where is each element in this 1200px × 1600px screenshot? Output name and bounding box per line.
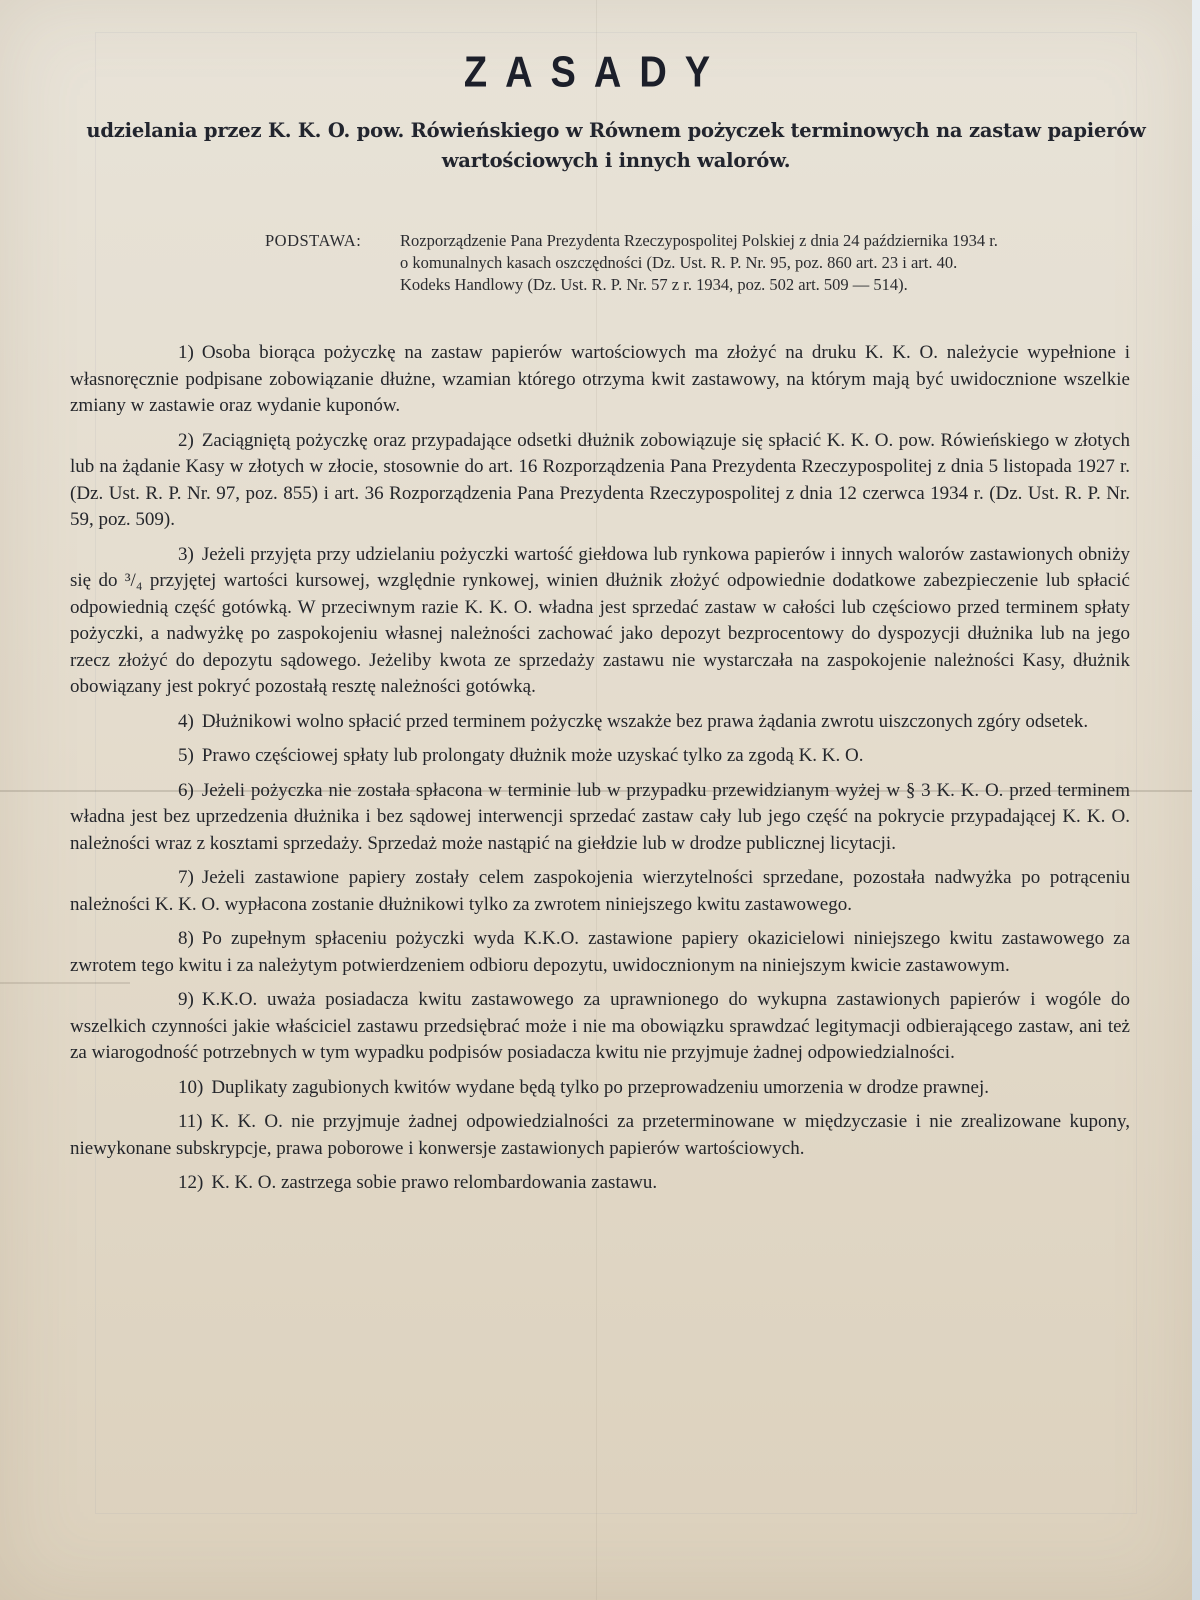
rule-paragraph: [70, 743, 1130, 770]
rule-text: Duplikaty zagubionych kwitów wydane będą tylko po przeprowadzeniu umorzenia w drodze prawnej.: [211, 1076, 990, 1098]
rule-text: Prawo częściowej spłaty lub prolongaty dłużnik może uzyskać tylko za zgodą K. K. O.: [201, 745, 864, 766]
rule-paragraph: [70, 542, 1130, 701]
rule-paragraph: [70, 1170, 1130, 1197]
legal-basis: [265, 230, 1145, 296]
legal-basis-line: o komunalnych kasach oszczędności (Dz. Ust. R. P. Nr. 95, poz. 860 art. 23 i art. 40.: [400, 253, 958, 272]
legal-basis-line: Kodeks Handlowy (Dz. Ust. R. P. Nr. 57 z r. 1934, poz. 502 art. 509 — 514).: [400, 275, 908, 294]
rule-number: 12): [178, 1172, 204, 1193]
rule-text: Osoba biorąca pożyczkę na zastaw papierów wartościowych ma złożyć na druku K. K. O. należycie wypełnione i własnoręcznie podpisane zobowiązanie dłużne, wzamian którego otrzyma kwit zastawowy, na którym mają być uwidocznione wszelkie zmiany w zastawie oraz wydanie kuponów.: [70, 342, 1130, 416]
rule-number: 6): [178, 779, 194, 801]
rule-number: 2): [178, 429, 194, 451]
rule-paragraph: [70, 428, 1130, 534]
rule-paragraph: [70, 987, 1130, 1067]
rule-text: Jeżeli zastawione papiery zostały celem zaspokojenia wierzytelności sprzedane, pozostała nadwyżka po potrąceniu należności K. K. O. wypłacona zostanie dłużnikowi tylko za zwrotem niniejszego kwitu zastawowego.: [70, 867, 1130, 915]
background-edge: [1192, 0, 1200, 1600]
rule-number: 9): [178, 989, 194, 1010]
legal-basis-label: PODSTAWA:: [265, 231, 362, 250]
rule-text: Dłużnikowi wolno spłacić przed terminem pożyczkę wszakże bez prawa żądania zwrotu uiszczonych zgóry odsetek.: [201, 710, 1089, 732]
rule-number: 10): [178, 1076, 204, 1098]
rule-paragraph: [70, 865, 1130, 918]
rule-paragraph: [70, 926, 1130, 979]
rule-text: K. K. O. nie przyjmuje żadnej odpowiedzialności za przeterminowane w międzyczasie i nie zrealizowane kupony, niewykonane subskrypcje, prawa poborowe i konwersje zastawionych papierów wartościowych.: [70, 1111, 1130, 1159]
rule-text: Zaciągniętą pożyczkę oraz przypadające odsetki dłużnik zobowiązuje się spłacić K. K. O. pow. Rówieńskiego w złotych lub na żądanie Kasy w złotych w złocie, stosownie do art. 16 Rozporządzenia Pana Prezydenta Rzeczypospolitej z dnia 5 listopada 1927 r. (Dz. Ust. R. P. Nr. 97, poz. 855) i art. 36 Rozporządzenia Pana Prezydenta Rzeczypospolitej z dnia 12 czerwca 1934 r. (Dz. Ust. R. P. Nr. 59, poz. 509).: [70, 429, 1130, 530]
rule-number: 1): [178, 342, 194, 363]
rule-number: 3): [178, 543, 194, 565]
rule-paragraph: [70, 778, 1130, 858]
rule-number: 5): [178, 745, 194, 766]
rule-text: Jeżeli pożyczka nie została spłacona w terminie lub w przypadku przewidzianym wyżej w § 3 K. K. O. przed terminem władna jest bez uprzedzenia dłużnika i bez sądowej interwencji sprzedać zastaw cały lub jego część na pokrycie przypadającej K. K. O. należności wraz z kosztami sprzedaży. Sprzedaż może nastąpić na giełdzie lub w drodze publicznej licytacji.: [70, 779, 1130, 854]
rule-paragraph: [70, 709, 1130, 736]
rule-text: Jeżeli przyjęta przy udzielaniu pożyczki wartość giełdowa lub rynkowa papierów i innych walorów zastawionych obniży się do ³/₄ przyjętej wartości kursowej, względnie rynkowej, winien dłużnik złożyć odpowiednie dodatkowe zabezpieczenie lub spłacić odpowiednią część gotówką. W przeciwnym razie K. K. O. władna jest sprzedać zastaw w całości lub częściowo przed terminem spłaty pożyczki, a nadwyżkę po zaspokojeniu własnej należności zachować jako depozyt bezprocentowy do dyspozycji dłużnika lub na jego rzecz złożyć do depozytu sądowego. Jeżeliby kwota ze sprzedaży zastawu nie wystarczała na zaspokojenie należności Kasy, dłużnik obowiązany jest pokryć pozostałą resztę należności gotówką.: [70, 543, 1130, 697]
rule-number: 8): [178, 928, 194, 949]
rule-paragraph: [70, 340, 1130, 420]
rule-text: K.K.O. uważa posiadacza kwitu zastawowego za uprawnionego do wykupna zastawionych papierów i wogóle do wszelkich czynności jakie właściciel zastawu przedsiębrać może i nie ma obowiązku sprawdzać legitymacji odbierającego zastaw, ani też za wiarogodność potrzebnych w tym wypadku podpisów posiadacza kwitu nie przyjmuje żadnej odpowiedzialności.: [70, 989, 1130, 1063]
legal-basis-line: Rozporządzenie Pana Prezydenta Rzeczypospolitej Polskiej z dnia 24 października 1934 r.: [400, 231, 998, 250]
rules-body: [70, 340, 1130, 1205]
rule-paragraph: [70, 1109, 1130, 1162]
rule-text: Po zupełnym spłaceniu pożyczki wyda K.K.O. zastawione papiery okazicielowi niniejszego kwitu zastawowego za zwrotem tego kwitu i za należytym potwierdzeniem odbioru depozytu, uwidocznionym na niniejszym kwicie zastawowym.: [70, 928, 1130, 976]
rule-paragraph: [70, 1075, 1130, 1102]
document-subtitle: udzielania przez K. K. O. pow. Rówieńskiego w Równem pożyczek terminowych na zastaw papierów wartościowych i innych walorów.: [86, 119, 1146, 172]
rule-text: K. K. O. zastrzega sobie prawo relombardowania zastawu.: [211, 1172, 658, 1193]
document-title: ZASADY: [463, 48, 729, 98]
rule-number: 7): [178, 867, 194, 888]
legal-basis-text: [400, 230, 1145, 296]
rule-number: 4): [178, 710, 194, 732]
rule-number: 11): [178, 1111, 203, 1132]
